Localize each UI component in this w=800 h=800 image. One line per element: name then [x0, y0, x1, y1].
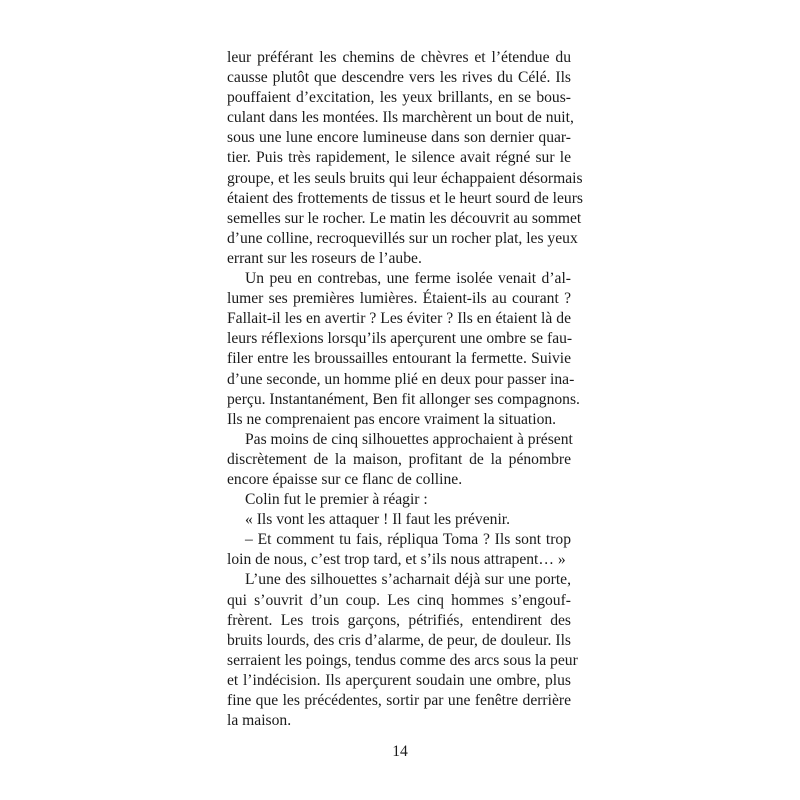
- page-number: 14: [392, 743, 408, 760]
- text-line: – Et comment tu fais, répliqua Toma ? Ils sont trop: [245, 531, 571, 549]
- paragraph: [227, 48, 583, 269]
- text-line: Fallait-il les en avertir ? Les éviter ? Ils en étaient là de: [227, 310, 571, 328]
- paragraph: [227, 490, 571, 510]
- text-line: encore épaisse sur ce flanc de colline.: [227, 470, 463, 488]
- text-line: « Ils vont les attaquer ! Il faut les prévenir.: [245, 511, 511, 529]
- text-line: Colin fut le premier à réagir :: [245, 491, 428, 509]
- text-line: et l’indécision. Ils aperçurent soudain une ombre, plus: [227, 671, 571, 689]
- text-line: fine que les précédentes, sortir par une fenêtre derrière: [227, 692, 571, 709]
- paragraph: [227, 269, 580, 430]
- text-line: frèrent. Les trois garçons, pétrifiés, entendirent des: [227, 611, 571, 629]
- text-line: filer entre les broussailles entourant la fermette. Suivie: [227, 350, 571, 368]
- text-line: leurs réflexions lorsqu’ils aperçurent une ombre se fau-: [227, 330, 573, 348]
- text-line: Un peu en contrebas, une ferme isolée venait d’al-: [245, 270, 571, 288]
- text-line: Ils ne comprenaient pas encore vraiment la situation.: [227, 410, 557, 428]
- text-line: d’une colline, recroquevillés sur un rocher plat, les yeux: [227, 229, 578, 247]
- paragraph: [227, 510, 571, 530]
- body-text: [227, 48, 583, 731]
- text-line: bruits lourds, des cris d’alarme, de peur, de douleur. Ils: [227, 631, 571, 649]
- text-line: d’une seconde, un homme plié en deux pour passer ina-: [227, 370, 575, 388]
- text-line: qui s’ouvrit d’un coup. Les cinq hommes s’engouf-: [227, 591, 571, 609]
- text-line: sous une lune encore lumineuse dans son dernier quar-: [227, 129, 571, 147]
- paragraph: [227, 430, 571, 490]
- text-line: groupe, et les seuls bruits qui leur échappaient désormais: [227, 169, 583, 187]
- text-line: serraient les poings, tendus comme des arcs sous la peur: [227, 651, 578, 669]
- text-line: discrètement de la maison, profitant de la pénombre: [227, 450, 571, 468]
- text-line: leur préférant les chemins de chèvres et l’étendue du: [227, 49, 571, 66]
- text-line: culant dans les montées. Ils marchèrent un bout de nuit,: [227, 109, 574, 127]
- text-line: loin de nous, c’est trop tard, et s’ils nous attrapent… »: [227, 551, 566, 569]
- paragraph: [227, 530, 571, 570]
- text-line: pouffaient d’excitation, les yeux brillants, en se bous-: [227, 89, 571, 107]
- text-line: lumer ses premières lumières. Étaient-ils au courant ?: [227, 290, 571, 308]
- text-line: Pas moins de cinq silhouettes approchaient à présent: [245, 430, 573, 448]
- text-line: étaient des frottements de tissus et le heurt sourd de leurs: [227, 189, 583, 207]
- text-line: L’une des silhouettes s’acharnait déjà sur une porte,: [245, 571, 571, 589]
- paragraph: [227, 570, 578, 731]
- text-line: errant sur les roseurs de l’aube.: [227, 249, 422, 267]
- text-line: la maison.: [227, 712, 292, 730]
- text-line: tier. Puis très rapidement, le silence avait régné sur le: [227, 149, 571, 167]
- text-line: semelles sur le rocher. Le matin les découvrit au sommet: [227, 209, 582, 227]
- text-line: causse plutôt que descendre vers les rives du Célé. Ils: [227, 69, 571, 87]
- text-line: perçu. Instantanément, Ben fit allonger ses compagnons.: [227, 390, 580, 408]
